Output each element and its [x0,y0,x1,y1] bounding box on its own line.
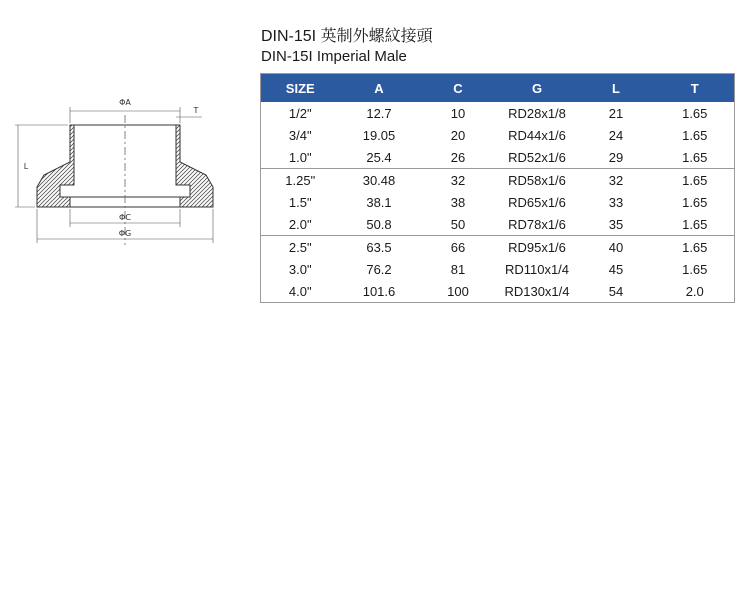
technical-drawing [12,85,252,260]
cell-g: RD65x1/6 [508,194,566,210]
header-t: T [656,74,735,103]
cell-l: 29 [577,146,656,169]
cell-a: 101.6 [362,283,396,299]
cell-l: 54 [608,283,624,299]
table-row [261,124,735,146]
title-english: DIN-15I Imperial Male [261,48,407,65]
cell-t: 1.65 [682,261,708,277]
cell-a: 30.48 [362,172,396,188]
cell-g: RD78x1/6 [498,213,577,236]
cell-l: 33 [608,194,624,210]
cell-g: RD130x1/4 [504,283,570,299]
cell-t: 1.65 [656,213,735,236]
header-size: SIZE [261,74,340,103]
cell-size: 1/2" [288,105,312,121]
header-c: C [419,74,498,103]
table-row [261,213,735,236]
cell-size: 1.25" [285,172,316,188]
cell-c: 66 [450,239,466,255]
table-row [261,169,735,192]
cell-a: 63.5 [366,239,392,255]
cell-g: RD28x1/8 [508,105,566,121]
cell-g: RD95x1/6 [508,239,566,255]
cell-a: 38.1 [366,194,392,210]
dim-label-c: ΦC [119,213,131,222]
cell-l: 45 [608,261,624,277]
table-row [261,191,735,213]
cell-l: 21 [608,105,624,121]
cell-c: 26 [419,146,498,169]
cell-l: 24 [608,127,624,143]
cell-size: 3.0" [288,261,312,277]
table-row [261,258,735,280]
cell-c: 81 [450,261,466,277]
dim-label-t: T [193,106,199,115]
cell-g: RD110x1/4 [504,261,570,277]
fitting-section-left [37,125,74,207]
cell-g: RD52x1/6 [498,146,577,169]
table-row [261,146,735,169]
cell-size: 3/4" [288,127,312,143]
cell-a: 12.7 [366,105,392,121]
cell-t: 2.0 [685,283,704,299]
title-chinese: DIN-15I 英制外螺紋接頭 [261,28,433,45]
table-header-row [261,74,735,103]
header-a: A [340,74,419,103]
cell-size: 1.5" [288,194,312,210]
title-block [261,27,433,66]
cell-c: 100 [447,283,469,299]
cell-size: 1.0" [261,146,340,169]
cell-c: 38 [450,194,466,210]
cell-t: 1.65 [682,172,708,188]
table-row [261,102,735,124]
cell-t: 1.65 [682,194,708,210]
cell-size: 2.5" [288,239,312,255]
cell-l: 32 [608,172,624,188]
cell-c: 20 [450,127,466,143]
cell-c: 50 [419,213,498,236]
cell-c: 32 [450,172,466,188]
cell-c: 10 [450,105,466,121]
cell-size: 4.0" [288,283,312,299]
cell-a: 19.05 [362,127,396,143]
fitting-section-right [176,125,213,207]
dim-label-g: ΦG [118,229,132,238]
cell-g: RD44x1/6 [508,127,566,143]
cell-l: 40 [608,239,624,255]
table-row [261,236,735,259]
cell-t: 1.65 [682,239,708,255]
cell-t: 1.65 [682,105,708,121]
cell-t: 1.65 [656,146,735,169]
cell-a: 50.8 [340,213,419,236]
spec-table [260,73,735,303]
cell-a: 76.2 [366,261,392,277]
cell-a: 25.4 [340,146,419,169]
dim-label-l: L [23,162,29,171]
cell-t: 1.65 [682,127,708,143]
cell-g: RD58x1/6 [508,172,566,188]
cell-size: 2.0" [261,213,340,236]
header-l: L [577,74,656,103]
dim-label-a: ΦA [119,98,131,107]
header-g: G [498,74,577,103]
table-row [261,280,735,303]
cell-l: 35 [577,213,656,236]
